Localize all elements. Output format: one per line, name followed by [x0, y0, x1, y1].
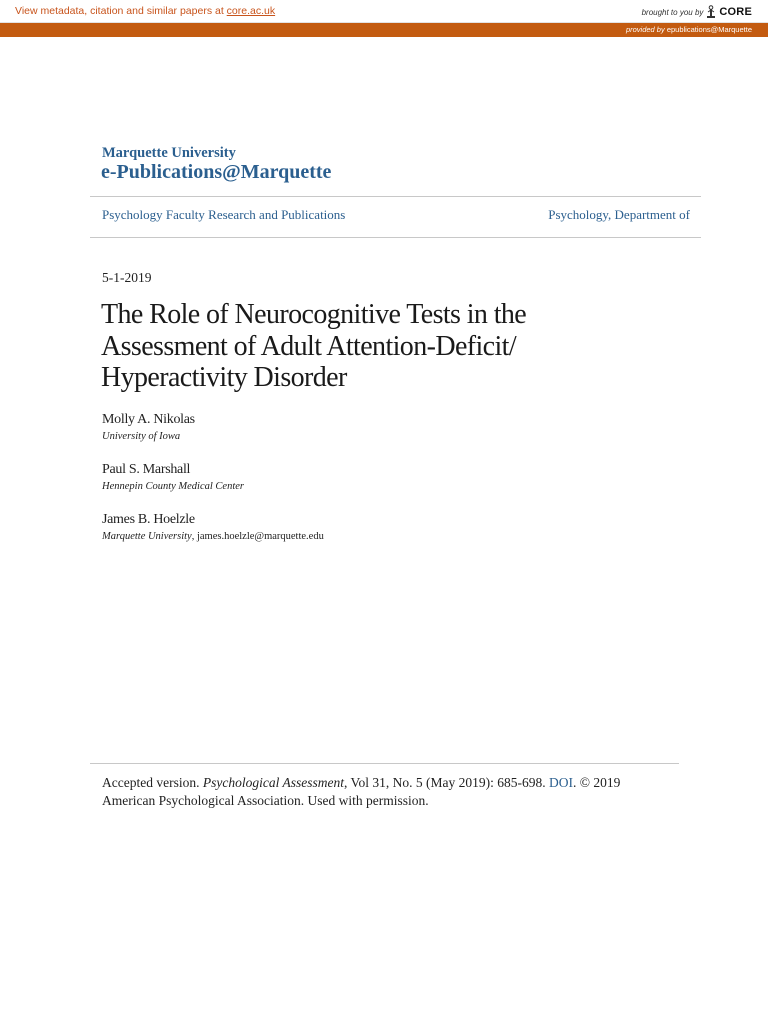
- core-logo-icon: [706, 5, 716, 19]
- core-brand[interactable]: [642, 4, 752, 20]
- title-line: Hyperactivity Disorder: [101, 362, 347, 393]
- provided-by-label: provided by: [625, 25, 665, 34]
- author-name[interactable]: James B. Hoelzle: [102, 512, 195, 527]
- doi-link[interactable]: DOI: [548, 775, 573, 790]
- provided-by-bar: [0, 23, 768, 37]
- title-line: Assessment of Adult Attention-Deficit/: [101, 330, 517, 362]
- author-entry: [102, 462, 244, 492]
- journal-details: , Vol 31, No. 5 (May 2019): 685-698.: [343, 775, 549, 790]
- affiliation-name: Marquette University: [102, 531, 192, 542]
- divider-bottom: [90, 763, 679, 764]
- affiliation-name: Hennepin County Medical Center: [102, 481, 245, 492]
- author-affiliation: [102, 531, 324, 542]
- publication-date: 5-1-2019: [102, 270, 152, 285]
- author-name[interactable]: Paul S. Marshall: [102, 462, 191, 477]
- author-affiliation: [102, 481, 244, 492]
- brought-to-you-label: brought to you by: [641, 7, 704, 17]
- publication-note: [102, 774, 662, 810]
- provided-by-source[interactable]: epublications@Marquette: [666, 25, 752, 34]
- core-brand-name: CORE: [719, 6, 752, 18]
- author-email[interactable]: , james.hoelzle@marquette.edu: [191, 531, 324, 542]
- author-entry: [102, 412, 195, 442]
- core-banner: [0, 0, 768, 23]
- author-name[interactable]: Molly A. Nikolas: [102, 412, 195, 427]
- department-link[interactable]: Psychology, Department of: [548, 207, 690, 222]
- core-link[interactable]: core.ac.uk: [226, 5, 276, 17]
- title-line: The Role of Neurocognitive Tests in the: [101, 299, 527, 330]
- note-prefix: Accepted version.: [102, 775, 203, 790]
- note-line-1: [102, 774, 662, 792]
- divider-top: [90, 196, 701, 197]
- provided-by-text: [626, 25, 752, 34]
- affiliation-name: University of Iowa: [102, 431, 181, 442]
- divider-middle: [90, 237, 701, 238]
- author-affiliation: [102, 431, 195, 442]
- author-entry: [102, 512, 324, 542]
- paper-title: [101, 299, 661, 394]
- core-metadata-text: [15, 5, 275, 17]
- journal-name: Psychological Assessment: [202, 775, 344, 790]
- university-name[interactable]: Marquette University: [102, 145, 236, 161]
- copyright-text: American Psychological Association. Used with permission.: [102, 793, 429, 808]
- repository-name[interactable]: e-Publications@Marquette: [101, 161, 332, 183]
- copyright-start: . © 2019: [572, 775, 621, 790]
- core-metadata-label: View metadata, citation and similar papers at: [15, 5, 227, 17]
- collection-link[interactable]: Psychology Faculty Research and Publications: [102, 207, 346, 222]
